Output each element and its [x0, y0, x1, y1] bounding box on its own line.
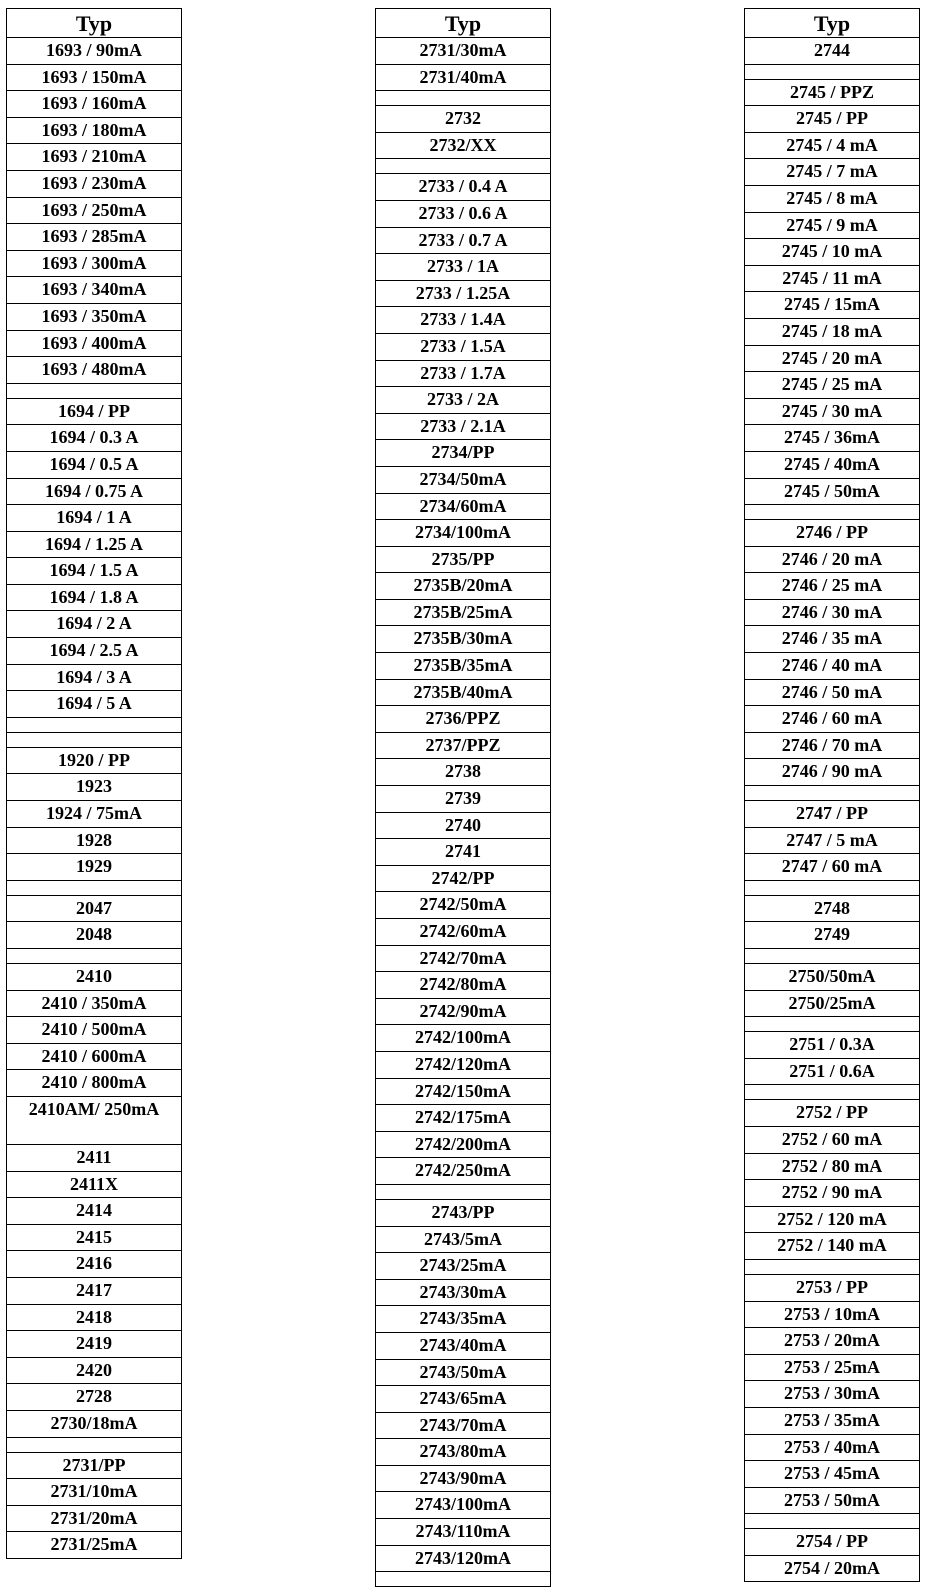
table-row: 2742/150mA — [376, 1079, 550, 1106]
table-row: 2742/120mA — [376, 1052, 550, 1079]
spacer-row — [7, 733, 181, 748]
table-row: 2735B/30mA — [376, 626, 550, 653]
table-row: 2742/100mA — [376, 1025, 550, 1052]
table-row: 2749 — [745, 922, 919, 949]
table-row: 2750/50mA — [745, 964, 919, 991]
table-row: 2739 — [376, 786, 550, 813]
table-row: 2752 / 80 mA — [745, 1154, 919, 1181]
table-row: 2411 — [7, 1145, 181, 1172]
table-row: 2410 / 350mA — [7, 991, 181, 1018]
table-row: 2752 / 140 mA — [745, 1233, 919, 1260]
table-row: 2753 / 45mA — [745, 1461, 919, 1488]
table-row: 2735B/35mA — [376, 653, 550, 680]
table-row: 2746 / 40 mA — [745, 653, 919, 680]
table-row: 2047 — [7, 896, 181, 923]
table-row: 2745 / 36mA — [745, 425, 919, 452]
table-row: 1694 / 0.75 A — [7, 479, 181, 506]
table-row: 1693 / 160mA — [7, 91, 181, 118]
table-row: 2410 / 600mA — [7, 1044, 181, 1071]
table-header: Typ — [745, 9, 919, 38]
table-row: 2742/250mA — [376, 1158, 550, 1185]
table-row: 2746 / 90 mA — [745, 759, 919, 786]
table-row: 2752 / 90 mA — [745, 1180, 919, 1207]
table-row: 2743/65mA — [376, 1386, 550, 1413]
table-row: 2733 / 1A — [376, 254, 550, 281]
table-row: 2411X — [7, 1172, 181, 1199]
table-row: 2752 / PP — [745, 1100, 919, 1127]
type-table-1 — [6, 8, 182, 1559]
table-row: 2735B/25mA — [376, 600, 550, 627]
table-row: 2754 / PP — [745, 1529, 919, 1556]
table-row: 1929 — [7, 854, 181, 881]
table-row: 1923 — [7, 774, 181, 801]
table-row: 2742/90mA — [376, 999, 550, 1026]
table-row: 2738 — [376, 759, 550, 786]
table-row: 2742/80mA — [376, 972, 550, 999]
spacer-row — [745, 786, 919, 801]
table-row: 2742/175mA — [376, 1105, 550, 1132]
table-row: 2418 — [7, 1305, 181, 1332]
table-row: 2751 / 0.6A — [745, 1059, 919, 1086]
table-row: 2745 / 18 mA — [745, 319, 919, 346]
type-table-2 — [375, 8, 551, 1587]
table-row: 1693 / 480mA — [7, 357, 181, 384]
table-row: 2753 / 10mA — [745, 1302, 919, 1329]
table-row: 2745 / 40mA — [745, 452, 919, 479]
table-row: 2733 / 2.1A — [376, 414, 550, 441]
table-row: 2743/120mA — [376, 1546, 550, 1573]
table-row: 2741 — [376, 839, 550, 866]
spacer-row — [376, 91, 550, 106]
table-row: 2731/25mA — [50, 1534, 138, 1555]
table-row: 2734/PP — [376, 440, 550, 467]
table-row: 1693 / 250mA — [7, 198, 181, 225]
table-row: 2731/PP — [7, 1453, 181, 1480]
table-row: 2750/25mA — [745, 991, 919, 1018]
table-row: 1694 / 0.3 A — [7, 425, 181, 452]
table-row: 2733 / 0.6 A — [376, 201, 550, 228]
spacer-row — [745, 881, 919, 896]
table-row: 2743/70mA — [376, 1413, 550, 1440]
spacer-row — [745, 65, 919, 80]
table-row: 1694 / 1.8 A — [7, 585, 181, 612]
table-row: 1693 / 150mA — [7, 65, 181, 92]
table-body — [376, 38, 550, 1586]
table-row: 2745 / 30 mA — [745, 399, 919, 426]
table-row: 2735B/40mA — [376, 680, 550, 707]
table-row: 2753 / PP — [745, 1275, 919, 1302]
table-row: 2416 — [7, 1251, 181, 1278]
table-row: 2743/100mA — [376, 1492, 550, 1519]
table-row: 1694 / 0.5 A — [7, 452, 181, 479]
table-row: 2742/200mA — [376, 1132, 550, 1159]
table-row: 2414 — [7, 1198, 181, 1225]
table-row: 2745 / 10 mA — [745, 239, 919, 266]
table-row: 2745 / 8 mA — [745, 186, 919, 213]
table-row: 2733 / 1.4A — [376, 307, 550, 334]
table-row: 1693 / 285mA — [7, 224, 181, 251]
table-row: 2410 / 800mA — [7, 1070, 181, 1097]
table-row: 2733 / 2A — [376, 387, 550, 414]
table-row: 2744 — [745, 38, 919, 65]
table-row: 2746 / 20 mA — [745, 547, 919, 574]
table-row: 2733 / 1.25A — [376, 281, 550, 308]
table-row: 2737/PPZ — [376, 733, 550, 760]
table-row: 2748 — [745, 896, 919, 923]
table-row: 2743/50mA — [376, 1360, 550, 1387]
table-row: 2734/100mA — [376, 520, 550, 547]
table-row: 2745 / 11 mA — [745, 266, 919, 293]
table-header: Typ — [7, 9, 181, 38]
table-row: 2733 / 1.7A — [376, 361, 550, 388]
spacer-row — [745, 1260, 919, 1275]
table-row: 2733 / 1.5A — [376, 334, 550, 361]
table-body — [7, 38, 181, 1558]
table-row: 2745 / PPZ — [745, 80, 919, 107]
table-row: 2746 / 50 mA — [745, 680, 919, 707]
spacer-row — [7, 949, 181, 964]
table-row: 2742/50mA — [376, 892, 550, 919]
table-row: 2746 / 30 mA — [745, 600, 919, 627]
table-row: 2731/30mA — [376, 38, 550, 65]
table-row: 1693 / 340mA — [7, 277, 181, 304]
spacer-row — [376, 159, 550, 174]
table-row: 2743/90mA — [376, 1466, 550, 1493]
spacer-row — [7, 384, 181, 399]
table-row: 2742/PP — [376, 866, 550, 893]
spacer-row — [7, 718, 181, 733]
table-row: 2732 — [376, 106, 550, 133]
spacer-row — [745, 505, 919, 520]
table-row: 2745 / PP — [745, 106, 919, 133]
table-body — [745, 38, 919, 1581]
spacer-row — [745, 1514, 919, 1529]
table-row: 2743/25mA — [376, 1253, 550, 1280]
table-row: 2732/XX — [376, 133, 550, 160]
table-row: 2731/40mA — [376, 65, 550, 92]
table-row: 1693 / 400mA — [7, 331, 181, 358]
table-row: 2743/110mA — [376, 1519, 550, 1546]
table-row: 1693 / 230mA — [7, 171, 181, 198]
table-row: 2751 / 0.3A — [745, 1032, 919, 1059]
table-row: 2753 / 30mA — [745, 1381, 919, 1408]
table-row: 1694 / 1.25 A — [7, 532, 181, 559]
table-row: 2417 — [7, 1278, 181, 1305]
table-row: 2733 / 0.7 A — [376, 228, 550, 255]
table-row: 2746 / 70 mA — [745, 733, 919, 760]
spacer-row — [7, 881, 181, 896]
table-row: 1693 / 180mA — [7, 118, 181, 145]
table-row: 1694 / PP — [7, 399, 181, 426]
table-row: 2746 / 25 mA — [745, 573, 919, 600]
table-row: 2743/30mA — [376, 1280, 550, 1307]
table-row: 2742/60mA — [376, 919, 550, 946]
type-table-3 — [744, 8, 920, 1582]
table-row: 1920 / PP — [7, 748, 181, 775]
table-row: 2420 — [7, 1358, 181, 1385]
table-row: 2745 / 9 mA — [745, 213, 919, 240]
table-row: 2743/35mA — [376, 1306, 550, 1333]
table-row: 2730/18mA — [7, 1411, 181, 1438]
table-row: 2410 — [7, 964, 181, 991]
table-row: 2048 — [7, 922, 181, 949]
table-row: 2735B/20mA — [376, 573, 550, 600]
table-row: 1693 / 350mA — [7, 304, 181, 331]
table-row: 2747 / PP — [745, 801, 919, 828]
table-row: 1924 / 75mA — [7, 801, 181, 828]
table-row: 2735/PP — [376, 547, 550, 574]
table-row: 2754 / 20mA — [784, 1557, 880, 1578]
table-row: 1694 / 3 A — [7, 665, 181, 692]
table-row: 2743/40mA — [376, 1333, 550, 1360]
table-row: 2745 / 7 mA — [745, 159, 919, 186]
spacer-row — [7, 1438, 181, 1453]
spacer-row — [745, 1017, 919, 1032]
table-row: 2743/80mA — [376, 1439, 550, 1466]
table-row: 2753 / 25mA — [745, 1355, 919, 1382]
table-row: 2745 / 4 mA — [745, 133, 919, 160]
table-row: 2753 / 20mA — [745, 1328, 919, 1355]
table-row: 1694 / 2.5 A — [7, 638, 181, 665]
table-row: 1693 / 210mA — [7, 144, 181, 171]
table-row: 1694 / 1.5 A — [7, 558, 181, 585]
table-row: 2747 / 5 mA — [745, 828, 919, 855]
table-header: Typ — [376, 9, 550, 38]
table-row: 1693 / 300mA — [7, 251, 181, 278]
table-row: 2736/PPZ — [376, 706, 550, 733]
table-row: 1694 / 5 A — [7, 691, 181, 718]
table-row: 2731/20mA — [7, 1506, 181, 1533]
spacer-row — [376, 1572, 550, 1586]
spacer-row — [745, 949, 919, 964]
table-row: 2733 / 0.4 A — [376, 174, 550, 201]
table-row: 2752 / 60 mA — [745, 1127, 919, 1154]
table-row: 1694 / 1 A — [7, 505, 181, 532]
table-row: 2752 / 120 mA — [745, 1207, 919, 1234]
table-row: 2753 / 35mA — [745, 1408, 919, 1435]
table-row: 2746 / 60 mA — [745, 706, 919, 733]
table-row: 2753 / 50mA — [745, 1488, 919, 1515]
table-row: 2731/10mA — [7, 1479, 181, 1506]
table-row: 2410 / 500mA — [7, 1017, 181, 1044]
table-row: 1694 / 2 A — [7, 611, 181, 638]
spacer-row — [745, 1085, 919, 1100]
table-row: 2740 — [376, 813, 550, 840]
table-row: 2745 / 15mA — [745, 292, 919, 319]
table-row: 2743/5mA — [376, 1227, 550, 1254]
table-row: 2742/70mA — [376, 946, 550, 973]
table-row: 2745 / 20 mA — [745, 346, 919, 373]
table-row: 2419 — [7, 1331, 181, 1358]
spacer-row — [376, 1185, 550, 1200]
table-row: 2746 / 35 mA — [745, 626, 919, 653]
table-row: 2746 / PP — [745, 520, 919, 547]
table-row: 2745 / 25 mA — [745, 372, 919, 399]
table-row: 2728 — [7, 1384, 181, 1411]
table-row: 2743/PP — [376, 1200, 550, 1227]
table-row: 2753 / 40mA — [745, 1435, 919, 1462]
table-row: 2734/60mA — [376, 494, 550, 521]
table-row: 2410AM/ 250mA — [7, 1097, 181, 1145]
table-row: 2747 / 60 mA — [745, 854, 919, 881]
table-row: 2734/50mA — [376, 467, 550, 494]
table-row: 2415 — [7, 1225, 181, 1252]
table-row: 1928 — [7, 828, 181, 855]
table-row: 2745 / 50mA — [745, 479, 919, 506]
table-row: 1693 / 90mA — [7, 38, 181, 65]
